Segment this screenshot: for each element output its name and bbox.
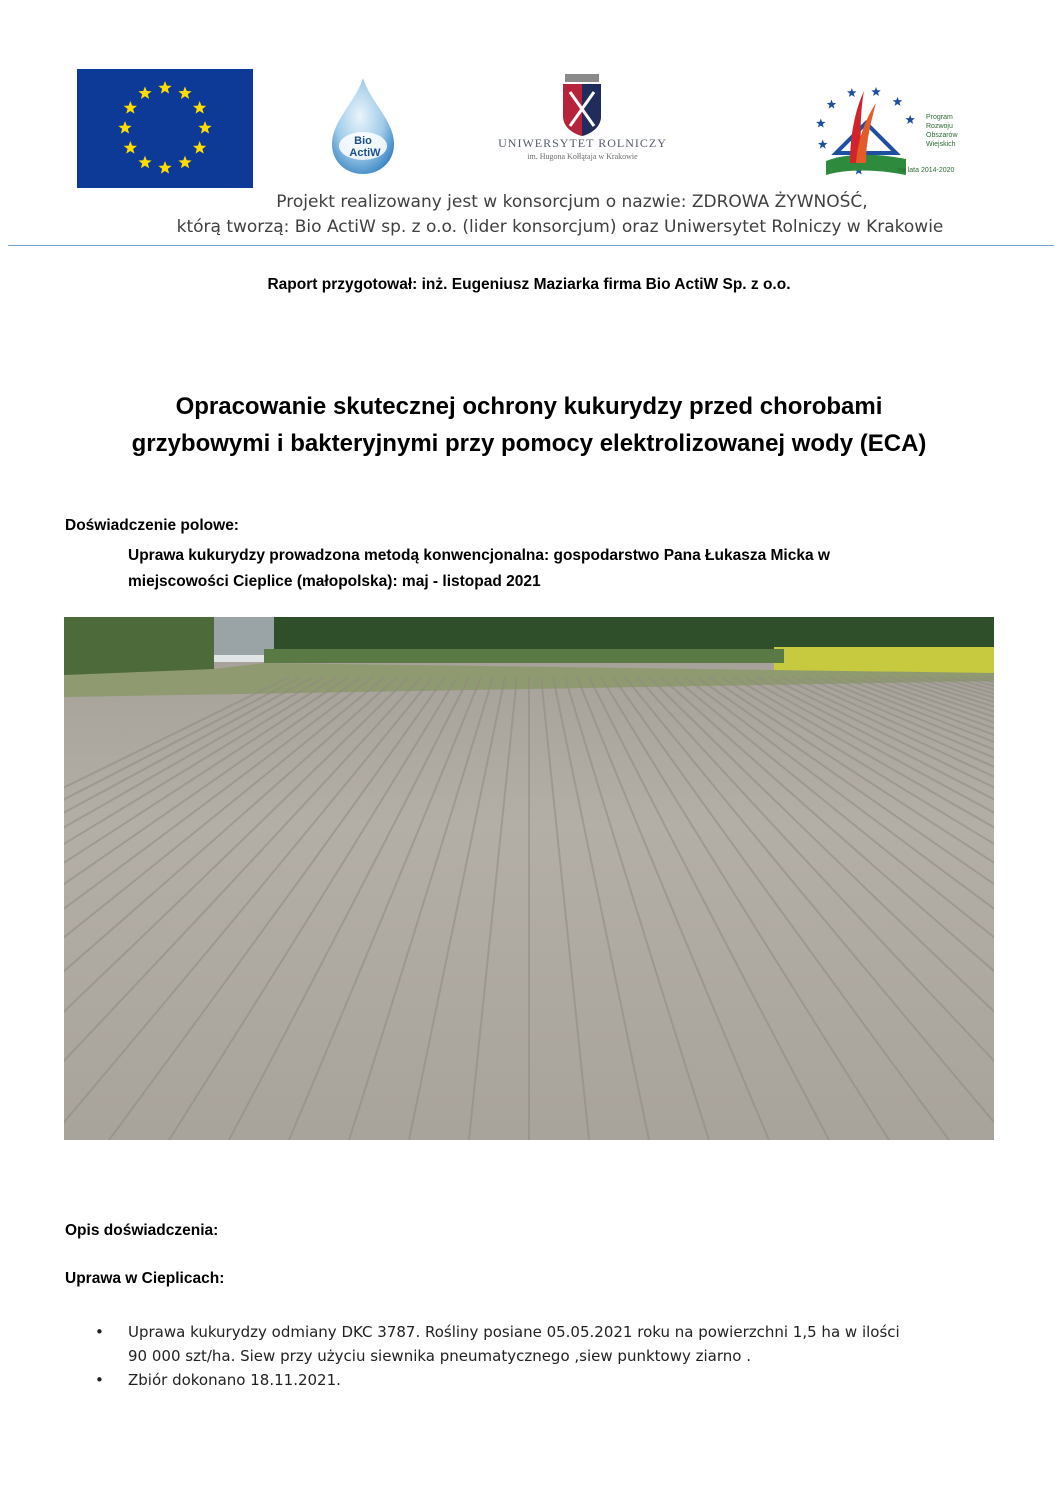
eu-star-icon bbox=[193, 101, 206, 114]
field-photo bbox=[64, 617, 994, 1140]
eu-star-icon bbox=[198, 121, 211, 134]
list-item-line-1: Uprawa kukurydzy odmiany DKC 3787. Rośliny posiane 05.05.2021 roku na powierzchni 1,5 ha w ilości bbox=[128, 1323, 900, 1341]
consortium-line-1: Projekt realizowany jest w konsorcjum o nazwie: ZDROWA ŻYWNOŚĆ, bbox=[276, 192, 868, 212]
prow-star-icon bbox=[893, 97, 903, 106]
experiment-line-2: miejscowości Cieplice (małopolska): maj - listopad 2021 bbox=[128, 573, 541, 590]
university-patron: im. Hugona Kołłątaja w Krakowie bbox=[527, 152, 638, 161]
title-line-1: Opracowanie skutecznej ochrony kukurydzy przed chorobami bbox=[175, 393, 883, 420]
prow-star-icon bbox=[847, 88, 857, 97]
eu-star-icon bbox=[178, 86, 191, 99]
prow-star-icon bbox=[816, 119, 826, 128]
description-heading: Opis doświadczenia: bbox=[65, 1222, 219, 1239]
bullet-icon: • bbox=[95, 1323, 104, 1341]
university-name: UNIWERSYTET ROLNICZY bbox=[498, 136, 667, 150]
details-list bbox=[95, 1320, 995, 1392]
prow-years: na lata 2014-2020 bbox=[898, 167, 955, 174]
bio-actiw-logo bbox=[328, 76, 398, 176]
header-divider bbox=[8, 245, 1054, 246]
list-item-line-1: Zbiór dokonano 18.11.2021. bbox=[128, 1371, 341, 1389]
bio-actiw-logo-text: Bio bbox=[354, 135, 372, 147]
eu-star-icon bbox=[138, 156, 151, 169]
eu-star-icon bbox=[118, 121, 131, 134]
prow-star-icon bbox=[827, 100, 837, 109]
experiment-description bbox=[128, 543, 1008, 595]
list-item-line-2: 90 000 szt/ha. Siew przy użyciu siewnika pneumatycznego ,siew punktowy ziarno . bbox=[128, 1347, 751, 1365]
eu-star-icon bbox=[158, 81, 171, 94]
title-line-2: grzybowymi i bakteryjnymi przy pomocy elektrolizowanej wody (ECA) bbox=[131, 430, 927, 457]
location-heading: Uprawa w Cieplicach: bbox=[65, 1270, 225, 1287]
eu-flag-logo bbox=[77, 69, 253, 188]
prow-name: Program Rozwoju Obszarów Wiejskich bbox=[926, 114, 958, 148]
bullet-icon: • bbox=[95, 1371, 104, 1389]
university-logo bbox=[490, 70, 675, 166]
svg-text:ActiW: ActiW bbox=[349, 147, 381, 159]
document-title bbox=[40, 388, 1018, 462]
cornfield-photo-image bbox=[64, 617, 994, 1140]
list-item bbox=[95, 1320, 995, 1368]
prow-star-icon bbox=[905, 115, 915, 124]
eu-star-icon bbox=[124, 101, 137, 114]
eu-star-icon bbox=[178, 156, 191, 169]
eu-star-icon bbox=[193, 141, 206, 154]
eu-star-icon bbox=[124, 141, 137, 154]
prow-logo bbox=[806, 83, 976, 183]
experiment-line-1: Uprawa kukurydzy prowadzona metodą konwencjonalna: gospodarstwo Pana Łukasza Micka w bbox=[128, 547, 830, 564]
experiment-heading: Doświadczenie polowe: bbox=[65, 517, 239, 534]
consortium-line-2: którą tworzą: Bio ActiW sp. z o.o. (lider konsorcjum) oraz Uniwersytet Rolniczy w Krakowie bbox=[176, 217, 944, 237]
water-drop-icon bbox=[328, 76, 398, 176]
eu-star-icon bbox=[138, 86, 151, 99]
prow-star-icon bbox=[818, 140, 828, 149]
list-item bbox=[95, 1368, 995, 1392]
report-author: Raport przygotował: inż. Eugeniusz Maziarka firma Bio ActiW Sp. z o.o. bbox=[267, 276, 791, 293]
prow-star-icon bbox=[871, 87, 881, 96]
eu-star-icon bbox=[158, 161, 171, 174]
eu-stars-icon bbox=[77, 69, 253, 188]
